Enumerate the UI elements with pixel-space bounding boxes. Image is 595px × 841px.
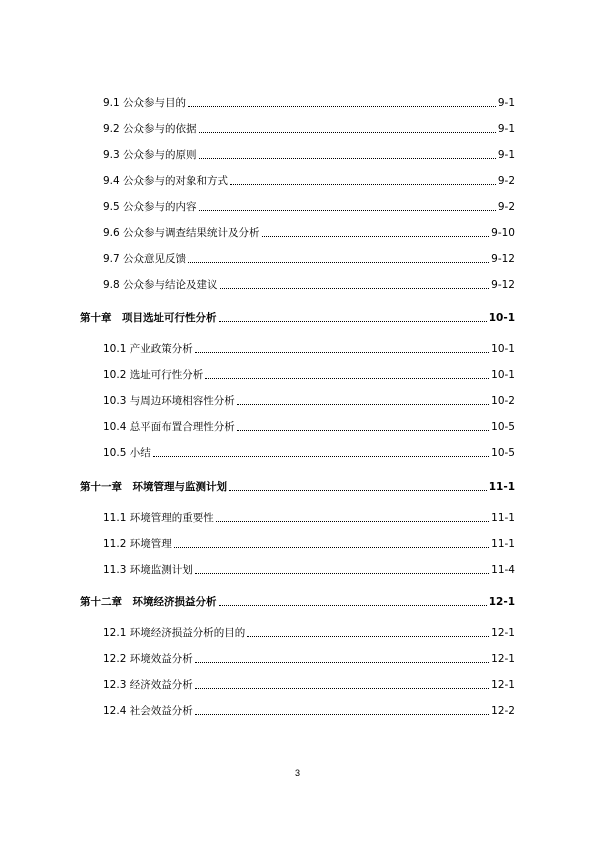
dot-leader (237, 429, 489, 431)
dot-leader (205, 377, 489, 379)
toc-entry-title: 12.3 经济效益分析 (103, 679, 193, 691)
dot-leader (199, 157, 496, 159)
dot-leader (229, 489, 487, 491)
page-number: 3 (294, 768, 300, 778)
dot-leader (199, 209, 496, 211)
toc-entry-page: 11-1 (491, 538, 515, 550)
dot-leader (219, 604, 487, 606)
toc-entry-page: 11-1 (491, 512, 515, 524)
toc-entry[interactable] (103, 676, 515, 692)
toc-entry[interactable] (103, 509, 515, 525)
toc-entry-page: 10-1 (488, 312, 515, 324)
dot-leader (247, 635, 489, 637)
toc-entry-page: 10-1 (491, 343, 515, 355)
dot-leader (195, 687, 489, 689)
toc-entry-title: 10.5 小结 (103, 447, 151, 459)
dot-leader (174, 546, 489, 548)
toc-entry[interactable] (103, 650, 515, 666)
toc-chapter-entry[interactable] (80, 478, 515, 494)
toc-entry[interactable] (103, 366, 515, 382)
toc-entry-title: 11.2 环境管理 (103, 538, 172, 550)
toc-entry-page: 10-1 (491, 369, 515, 381)
toc-entry-title: 第十一章 环境管理与监测计划 (80, 481, 227, 493)
toc-entry-title: 第十章 项目选址可行性分析 (80, 312, 217, 324)
toc-entry-page: 10-2 (491, 395, 515, 407)
dot-leader (230, 183, 496, 185)
toc-entry[interactable] (103, 276, 515, 292)
dot-leader (219, 320, 487, 322)
toc-entry[interactable] (103, 561, 515, 577)
dot-leader (195, 351, 489, 353)
dot-leader (220, 287, 490, 289)
toc-entry-page: 9-12 (491, 279, 515, 291)
toc-entry[interactable] (103, 224, 515, 240)
toc-entry-page: 9-10 (491, 227, 515, 239)
toc-entry-page: 9-12 (491, 253, 515, 265)
toc-entry[interactable] (103, 418, 515, 434)
toc-entry-page: 12-1 (491, 627, 515, 639)
toc-entry[interactable] (103, 392, 515, 408)
dot-leader (153, 455, 489, 457)
toc-entry-title: 9.1 公众参与目的 (103, 97, 187, 109)
dot-leader (195, 713, 489, 715)
toc-entry-title: 11.1 环境管理的重要性 (103, 512, 214, 524)
toc-entry-title: 10.3 与周边环境相容性分析 (103, 395, 235, 407)
toc-entry-title: 9.2 公众参与的依据 (103, 123, 197, 135)
dot-leader (195, 572, 489, 574)
toc-entry-title: 9.5 公众参与的内容 (103, 201, 197, 213)
toc-entry-page: 11-4 (491, 564, 515, 576)
toc-entry-page: 12-1 (488, 596, 515, 608)
toc-entry[interactable] (103, 120, 515, 136)
toc-chapter-entry[interactable] (80, 593, 515, 609)
toc-entry-page: 9-1 (497, 123, 515, 135)
dot-leader (188, 261, 489, 263)
toc-entry[interactable] (103, 94, 515, 110)
toc-entry[interactable] (103, 250, 515, 266)
dot-leader (188, 105, 496, 107)
toc-entry[interactable] (103, 702, 515, 718)
dot-leader (195, 661, 489, 663)
toc-entry[interactable] (103, 172, 515, 188)
toc-entry-page: 10-5 (491, 421, 515, 433)
toc-entry[interactable] (103, 444, 515, 460)
toc-entry-page: 9-1 (497, 97, 515, 109)
dot-leader (262, 235, 490, 237)
toc-entry-title: 9.8 公众参与结论及建议 (103, 279, 218, 291)
toc-entry-title: 9.4 公众参与的对象和方式 (103, 175, 229, 187)
toc-entry-title: 12.2 环境效益分析 (103, 653, 193, 665)
toc-entry-title: 12.4 社会效益分析 (103, 705, 193, 717)
dot-leader (237, 403, 489, 405)
toc-entry-page: 12-1 (491, 653, 515, 665)
toc-entry-page: 12-2 (491, 705, 515, 717)
toc-entry[interactable] (103, 624, 515, 640)
toc-entry-title: 12.1 环境经济损益分析的目的 (103, 627, 246, 639)
toc-entry-page: 9-2 (497, 175, 515, 187)
toc-entry-title: 9.3 公众参与的原则 (103, 149, 197, 161)
dot-leader (216, 520, 489, 522)
toc-entry[interactable] (103, 535, 515, 551)
toc-entry-title: 9.6 公众参与调查结果统计及分析 (103, 227, 260, 239)
toc-entry-title: 11.3 环境监测计划 (103, 564, 193, 576)
toc-entry[interactable] (103, 198, 515, 214)
toc-entry[interactable] (103, 340, 515, 356)
toc-entry-title: 第十二章 环境经济损益分析 (80, 596, 217, 608)
toc-entry-page: 9-2 (497, 201, 515, 213)
toc-chapter-entry[interactable] (80, 309, 515, 325)
toc-entry-title: 9.7 公众意见反馈 (103, 253, 187, 265)
toc-entry-page: 9-1 (497, 149, 515, 161)
dot-leader (199, 131, 496, 133)
toc-entry-page: 11-1 (488, 481, 515, 493)
toc-entry-title: 10.1 产业政策分析 (103, 343, 193, 355)
toc-entry-title: 10.2 选址可行性分析 (103, 369, 204, 381)
toc-entry[interactable] (103, 146, 515, 162)
toc-entry-title: 10.4 总平面布置合理性分析 (103, 421, 235, 433)
toc-entry-page: 12-1 (491, 679, 515, 691)
toc-entry-page: 10-5 (491, 447, 515, 459)
